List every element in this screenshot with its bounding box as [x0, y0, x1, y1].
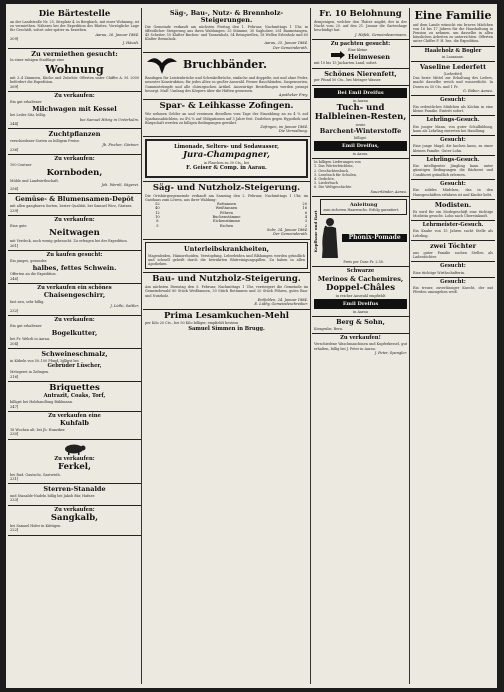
ad-prima-mehl: [143, 310, 310, 336]
ad-side-text: Kopfhaar und Bart: [313, 210, 318, 253]
ad-headline: Merinos & Cachemires,: [317, 274, 404, 283]
ad-limonade: [143, 137, 310, 182]
ad-title: Lehrlings-Gesuch.: [426, 156, 480, 163]
ad-text: Es wird für ein Modegeschäft eine tüchtige Modistin gesucht. Lohn nach Übereinkunft.: [413, 209, 493, 218]
table-cell: Föhren: [220, 210, 233, 215]
table-cell: 20: [302, 202, 307, 207]
column-1: [8, 8, 142, 684]
ad-text: aus guter Familie suchen Stellen als Ladentöchter.: [413, 250, 493, 259]
ad-number: 230]: [10, 432, 19, 437]
list-item: 4. Gedichte,: [314, 176, 335, 181]
list-item: 1. Das Wörterbüchlein,: [314, 164, 354, 169]
ad-merinos: [312, 267, 409, 317]
ad-nierenfett: [312, 69, 409, 86]
ad-title: Zu kaufen gesucht:: [46, 251, 103, 258]
ad-text: in Aarau: [353, 98, 368, 103]
ad-briquettes: [8, 382, 141, 412]
ad-sparkasse: [143, 100, 310, 136]
ad-text: mit Verdeck, noch wenig gebraucht. Zu erfragen bei der Expedition.: [10, 239, 128, 244]
ad-text: in Aarau.: [352, 151, 369, 156]
ad-title: Fr. 10 Belohnung: [319, 9, 402, 19]
ad-headline: Neitwagen: [49, 228, 100, 239]
ad-title: Briquettes: [49, 382, 100, 393]
ad-text: Das beste Mittel zur Erhaltung des Leders, macht dasselbe weich und wasserdicht. In Dosen zu 50 Cts. und 1 Fr.: [413, 76, 493, 89]
ad-text: fast neu, sehr billig.: [10, 300, 45, 305]
ad-date: Aarau, 26. Januar 1884.: [95, 32, 139, 37]
column-2: [143, 8, 311, 684]
ad-lehrling-2: [411, 156, 495, 180]
ad-number: 256]: [10, 187, 19, 192]
ad-text: bei Rud. Gautschi, Gastwirth.: [10, 472, 61, 477]
ad-title: Zu verkaufen eine: [48, 412, 101, 419]
ad-text: Eine tüchtige Wirthschafterin.: [413, 270, 466, 275]
ad-title: zwei Töchter: [429, 241, 477, 250]
ad-signature: J. Lüthi, Sattler.: [110, 304, 139, 309]
ad-title: Zu verkaufen!: [340, 334, 381, 341]
ad-baertestelle: [8, 8, 141, 49]
ad-text: Am nächsten Dienstag den 5. Februar, Nachmittags 1 Uhr, versteigert die Gemeinde im Gemeindewald 80 Stück Weißtannen, 30 Stück Rottannen und 20 Stück Föhren, gutes Bau- und Nutzholz.: [145, 285, 308, 298]
ad-headline: Chaisengeschirr,: [43, 291, 106, 300]
ad-text: demjenigen, welcher den Thäter angibt, der in der Nacht vom 20. auf den 21. Januar die Gartenhage beschädigt hat.: [314, 19, 407, 33]
ad-signature: G. Räber, Aarau.: [462, 88, 493, 93]
ad-tuch-resten: [312, 86, 409, 159]
ad-title: Lehrmeister-Gesuch.: [422, 221, 484, 228]
ad-berg-sohn: [312, 317, 409, 334]
ad-title: Zu verkaufen:: [54, 506, 95, 513]
column-3: [312, 8, 410, 684]
ad-title: Die Bärtestelle: [38, 9, 111, 19]
ad-signature: Die Verwaltung.: [278, 129, 308, 134]
ad-text: Ein treuer, zuverlässiger Knecht, der mit Pferden umzugehen weiß.: [413, 286, 493, 295]
ad-title: Phönix-Pomade: [342, 234, 407, 242]
ad-text: Verschiedene Waschmaschinen und Kupferkessel, gut erhalten, billig bei J. Peter in Aarau.: [314, 342, 407, 351]
ad-title: Schweineschmalz,: [41, 349, 108, 358]
ad-headline: Jura-Champagner,: [183, 150, 270, 161]
ad-name: Emil Dreifus,: [314, 141, 407, 151]
ad-headline: Doppel-Châles: [326, 282, 395, 293]
ad-lehrmeister: [411, 221, 495, 241]
list-item: 6. Die Weltgeschichte: [314, 185, 352, 190]
ad-title: Eine Familie: [414, 9, 492, 22]
ad-text: Bandagen für Leistenbrüche und Schenkelbrüche, einfache und doppelte, mit und ohne Feder, neuester Konstruktion, für jedes Alter, in großer Auswahl. Ferner Bauchbinden, Suspensorien, Gummistrümpfe und alle chirurgischen Artikel. Auswärtige Bestellungen werden prompt besorgt. Maß: Umfang des Körpers über die Hüften gemessen.: [145, 76, 308, 93]
table-cell: Eichenstämme: [213, 219, 240, 224]
ad-name: Emil Dreifus: [314, 299, 407, 309]
ad-title: Gesucht:: [440, 136, 466, 143]
ad-number: 231]: [10, 477, 19, 482]
ad-title: Bruchbänder.: [183, 58, 267, 72]
ad-text: Wir nehmen Gelder an und verzinsen dieselben vom Tage der Einzahlung an zu 4 % auf Sparkassabüchlein, zu 4¼ % auf Obligationen auf 3 Jahre fest. Darlehen gegen Hypothek und Bürgschaft werden zu billigen Bedingungen gewährt.: [145, 112, 308, 125]
ad-title: Gesucht:: [440, 180, 466, 187]
ad-heimwesen: [312, 40, 409, 69]
ad-title: Säg- und Nutzholz-Steigerung.: [152, 182, 301, 193]
ad-signature: Jb. Fischer, Gärtner.: [102, 143, 139, 148]
ad-headline: halbes, fettes Schwein.: [32, 263, 117, 272]
ad-text: in Kübeln von 50–100 Pfund, billigst bei: [10, 358, 79, 363]
ad-title: Gemüse- & Blumensamen-Depôt: [15, 195, 134, 204]
ad-samen-depot: [8, 194, 141, 215]
ad-headline: Heimwesen: [348, 52, 390, 61]
ad-number: 232]: [10, 308, 19, 313]
ad-gesucht-1: [411, 96, 495, 116]
ad-title: Zu verkaufen ein schönes: [37, 284, 112, 291]
ad-text: (Lederfett): [443, 72, 463, 77]
ad-number: 222]: [10, 528, 19, 533]
ad-title: Berg & Sohn,: [336, 317, 385, 326]
ad-text: Ein Knabe von 15 Jahren sucht Stelle als Lehrling.: [413, 229, 493, 238]
table-cell: 6: [304, 210, 307, 215]
ad-title: Sterren-Stanalde: [43, 485, 106, 494]
ad-text: Die Ortsbürgergemeinde verkauft am Samstag den 2. Februar, Nachmittags 1 Uhr, im Gasthaus zum Löwen, aus ihrer Waldung:: [145, 193, 308, 202]
ad-headline: Milchwagen mit Kessel: [32, 104, 117, 113]
ad-lieferungen: [312, 159, 409, 197]
ad-headline: Barchent-Winterstoffe: [319, 126, 402, 135]
newspaper-page: [6, 4, 497, 688]
ad-title: Bei Emil Dreifus: [314, 88, 407, 98]
ad-title: Zu verkaufen:: [54, 92, 95, 99]
ad-title: Prima Lesamkuchen-Mehl: [164, 310, 289, 321]
list-item: 2. Geschichtenbuch,: [314, 168, 350, 173]
ad-text: Antrazit, Coaks, Torf,: [43, 392, 106, 399]
ad-familie: [411, 8, 495, 47]
ad-text: mit 3–4 Zimmern, Küche und Zubehör. Offerten unter Chiffre A. M. 2000 befördert die Expedition.: [10, 76, 139, 85]
ad-signature: bei Samuel Hitzig in Unterkulm.: [79, 117, 139, 122]
table-cell: 5: [156, 223, 159, 228]
ad-text: sowie: [355, 122, 366, 127]
ad-text: Ein gut erhaltener: [10, 100, 42, 105]
ad-headline: Bogelkutter,: [51, 328, 98, 337]
ad-gesucht-3: [411, 180, 495, 200]
list-item: 3. Lesebuch für Schulen,: [314, 172, 357, 177]
ad-title: Zu pachten gesucht:: [330, 40, 391, 47]
ad-bau-steigerung: [143, 273, 310, 309]
ad-text: mit 10 bis 15 Jucharten Land, sofort.: [314, 61, 378, 66]
ad-text: bei Leder Sitz, billig.: [10, 113, 46, 118]
ad-bogelkutter: [8, 316, 141, 349]
ad-schwein: [8, 251, 141, 284]
ad-bruchbaender: [143, 53, 310, 100]
ad-text: Die Gemeinde verkauft am nächsten Freitag den 1. Februar, Nachmittags 1 Uhr, in öffentlicher Steigerung aus ihren Waldungen: 25 Stämme, 30 Sagholzer, 261 Baumstangen, 45 Scheiter, 10 Klafter Buchen- und Tannenholz, 54 Reisigwellen, 18 Wellen Erlenholz und 60 Klafter Brennholz.: [145, 24, 308, 42]
ad-caption: Anleitung: [349, 201, 378, 208]
ad-title: Gesucht:: [440, 97, 466, 104]
ad-title: Zu verkaufen:: [54, 317, 95, 324]
ad-gesucht-2: [411, 136, 495, 156]
pig-icon: [62, 443, 88, 455]
ad-title: Unterleibskrankheiten,: [183, 244, 270, 253]
ad-milchwagen: [8, 92, 141, 129]
ad-signature: Apotheker Frey.: [278, 93, 308, 98]
table-cell: 40: [155, 206, 160, 211]
ad-text: 100 Centner: [10, 163, 32, 168]
table-cell: Weißtannen: [215, 206, 238, 211]
ad-number: 239]: [10, 208, 19, 213]
ad-text: bei Samuel Hofer in Küttigen.: [10, 524, 62, 529]
ad-text: in Flaschen zu 30 Cts., bei: [203, 161, 250, 166]
ad-title: Limonade, Selters- und Sodawasser,: [174, 143, 279, 150]
limonade-frame: [145, 139, 308, 178]
table-cell: 8: [156, 219, 159, 224]
ad-kornboden: [8, 155, 141, 194]
ad-title: Lehrlings-Gesuch.: [426, 117, 480, 124]
ad-text: an der Landstraße Nr. 25, Sitzplatz 4, in Bergbach, mit einer Wohnung, ist zu vermiethen. Näheres bei der Expedition des Blattes. Vorzügliche Lage für Geschäft, sofort oder später zu beziehen.: [10, 19, 139, 33]
ad-title: Haaleholz & Bogler: [424, 47, 482, 54]
ad-price: Preis per Dose Fr. 2.50.: [343, 260, 384, 265]
ad-signature: Sauerländer, Aarau.: [370, 189, 407, 194]
ad-text: billigst bei Holzhandlung Bühlmann.: [10, 400, 73, 405]
ad-text: Magenleiden, Hämorrhoiden, Verstopfung, Leberleiden und Blähungen werden gründlich und schnell geheilt durch die bewährten Blutreinigungspillen. Zu haben in allen Apotheken.: [148, 253, 305, 266]
ad-holz-steigerungen: [143, 8, 310, 53]
ad-signature: Joh. Wernli, Sägerei.: [101, 182, 139, 187]
ad-headline: Ferkel,: [58, 462, 91, 473]
ad-title: Zu verkaufen:: [54, 216, 95, 223]
ad-signature: Der Gemeinderath.: [272, 232, 308, 237]
ad-number: 269]: [10, 84, 19, 89]
ad-number: 246]: [10, 276, 19, 281]
table-cell: 4: [304, 215, 307, 220]
ad-toechter: [411, 241, 495, 262]
ad-signature: J. Peter, Spengler.: [374, 350, 407, 355]
ad-text: Ein intelligenter Jüngling kann unter günstigen Bedingungen die Bäckerei und Conditorei gründlich erlernen.: [413, 164, 493, 177]
ad-signature: Samuel Simmen in Brugg.: [188, 325, 265, 332]
ad-text: bei Fr. Wehrli in Aarau.: [10, 337, 51, 342]
ad-headline: Gebrüder Lüscher,: [47, 363, 102, 369]
ad-text: 16 Wochen alt, bei Jb. Hunziker.: [10, 428, 66, 433]
ad-text: in Lausanne.: [441, 55, 465, 60]
ad-text: Ein gut erhaltener: [10, 324, 42, 329]
ad-date: Zofingen, im Januar 1884.: [260, 125, 308, 129]
ad-title: Gesucht:: [440, 278, 466, 285]
ad-text: Eine kleine: [348, 48, 368, 53]
ad-text: Mühle und Landwirthschaft.: [10, 178, 59, 183]
ad-phoenix-pomade: [312, 197, 409, 267]
ad-signature: Der Gemeinderath.: [272, 45, 308, 50]
table-cell: 52: [155, 202, 160, 207]
table-cell: Buchenstämme: [212, 215, 241, 220]
ad-chaisengeschirr: [8, 284, 141, 316]
ad-text: per Pfund 50 Cts., bei Metzger Wasser.: [314, 78, 382, 83]
ad-text: per Kilo 20 Cts., bei 50 Kilo billiger, empfiehlt bestens: [145, 321, 239, 326]
table-cell: 16: [302, 206, 307, 211]
table-cell: 3: [304, 219, 307, 224]
ad-text: und Stanalde-Nadeln billig bei Jakob Bär, Hafner.: [10, 494, 95, 499]
ad-sangkalb: [8, 506, 141, 536]
ad-text: Ein junger Mann, von guter Schulbildung, kann als Lehrling eintreten bei Handlung.: [413, 124, 493, 133]
ad-number: 204]: [10, 341, 19, 346]
ad-signature: J. Häfeli, Gemeindeammann.: [354, 32, 407, 37]
ad-title: Modisten.: [434, 200, 472, 209]
ad-text: mit allen gangbaren Sorten, bester Qualität, bei Samuel Wirz, Gärtner.: [10, 204, 133, 209]
ad-title: Zuchtpflanzen: [48, 130, 101, 139]
ad-title: Zu verkaufen:: [54, 455, 95, 462]
ad-title: Bau- und Nutzholz-Steigerung.: [152, 274, 301, 285]
ad-title: Vaseline Lederfett: [419, 63, 487, 72]
ad-zuchtpflanzen: [8, 129, 141, 155]
column-4: [411, 8, 495, 684]
lady-figure-icon: [320, 216, 340, 260]
ad-text: Kiesgrube, Bern.: [314, 326, 344, 331]
ad-schweineschmalz: [8, 349, 141, 382]
ad-text: In einer ruhigen Stadtlage eine: [10, 58, 64, 63]
ad-wohnung: [8, 49, 141, 92]
ad-text: zum sicheren Haarwuchs. Erfolg garantiert.: [323, 207, 400, 212]
unterleib-box: [145, 242, 308, 269]
ad-signature: E. Lüthy, Gemeindeschreiber.: [254, 302, 308, 307]
ad-headline: Sangkalb,: [50, 513, 99, 524]
ad-number: 236]: [10, 147, 19, 152]
ad-text: billigst.: [354, 135, 367, 140]
ad-title: Schönes Nierenfett,: [324, 69, 397, 78]
ad-number: 233]: [10, 498, 19, 503]
ad-haaleholz: [411, 47, 495, 63]
ad-unterleib: [143, 240, 310, 273]
ad-text: auf dem Lande wünscht ein braves Mädchen von 16 bis 17 Jahren für die Haushaltung in Pension zu nehmen, um dasselbe in allen häuslichen Arbeiten zu unterrichten. Offerten unter Chiffre F. H. bes. die Expedition.: [413, 22, 493, 44]
ad-neitwagen: [8, 216, 141, 251]
ad-text: in reicher Auswahl empfiehlt: [335, 293, 386, 298]
ad-signature: J. Häusli.: [122, 41, 139, 46]
ad-title: Zu verkaufen:: [54, 156, 95, 162]
ad-text: in Aarau: [353, 309, 368, 314]
ad-gesucht-5: [411, 278, 495, 297]
ad-vaseline: [411, 62, 495, 96]
ad-title: Gesucht:: [440, 263, 466, 270]
ad-headline: Kornboden,: [46, 167, 103, 178]
ad-belohnung: [312, 8, 409, 40]
table-cell: 2: [304, 223, 307, 228]
ad-signature: F. Geiser & Comp. in Aarau.: [186, 165, 267, 172]
ad-text: Ein junges, gesundes: [10, 259, 47, 264]
ad-lehrling-1: [411, 116, 495, 136]
ad-stanalde: [8, 484, 141, 505]
ad-number: 209]: [10, 36, 19, 41]
timber-table: [145, 202, 308, 228]
ad-title: Spar- & Leihkasse Zofingen.: [159, 101, 294, 112]
ad-saeg-steigerung: [143, 182, 310, 240]
ad-date: Entfelden, 24. Januar 1884.: [257, 297, 308, 302]
ad-number: 244]: [10, 121, 19, 126]
ad-text: Eine gute: [10, 224, 27, 229]
table-cell: Rottannen: [217, 202, 236, 207]
ad-text: Metzgerei in Zofingen.: [10, 370, 50, 375]
ad-number: 247]: [10, 404, 19, 409]
ad-title: Zu vermiethen gesucht:: [31, 49, 118, 58]
ad-kuhfalb: [8, 412, 141, 440]
ad-text: In billigen Lieferungen von: [314, 160, 361, 165]
ad-text: Ein solides Mädchen, das in den Hausgeschäften erfahren ist und Kinder liebt.: [413, 188, 493, 197]
table-cell: 12: [155, 210, 160, 215]
ad-number: 216]: [10, 374, 19, 379]
table-cell: Eschen: [219, 223, 234, 228]
ad-headline: Wohnung: [45, 62, 104, 76]
ad-zu-verkaufen: [312, 334, 409, 357]
table-cell: 10: [155, 215, 160, 220]
ad-text: verschiedener Sorten zu billigem Preise.: [10, 139, 80, 144]
ad-date: Suhr, 24. Januar 1884.: [266, 227, 308, 232]
ad-headline: Tuch- und Halbleinen-Resten,: [314, 102, 407, 122]
ad-text: Offerten an die Expedition.: [10, 272, 57, 277]
ad-title: Schwarze: [346, 268, 375, 275]
ad-headline: Kuhfalb: [60, 419, 89, 428]
ad-modisten: [411, 200, 495, 221]
ad-text: Ein ordentliches Mädchen als Köchin in eine kleine Familie. Eintritt sofort.: [413, 104, 493, 113]
ad-number: 261]: [10, 243, 19, 248]
ad-date: Aarau, 25. Januar 1884.: [264, 41, 308, 46]
ad-text: Eine junge Magd, die kochen kann, zu einer kleinen Familie. Guter Lohn.: [413, 144, 493, 153]
pointing-hand-icon: [331, 49, 345, 61]
anleitung-box: [320, 199, 407, 215]
list-item: 5. Liederbuch: [314, 181, 338, 186]
ad-title: Säg-, Bau-, Nutz- & Brennholz-Steigerungen.: [169, 9, 284, 24]
eagle-icon: [145, 54, 179, 76]
ad-ferkel: [8, 440, 141, 485]
ad-gesucht-4: [411, 262, 495, 278]
